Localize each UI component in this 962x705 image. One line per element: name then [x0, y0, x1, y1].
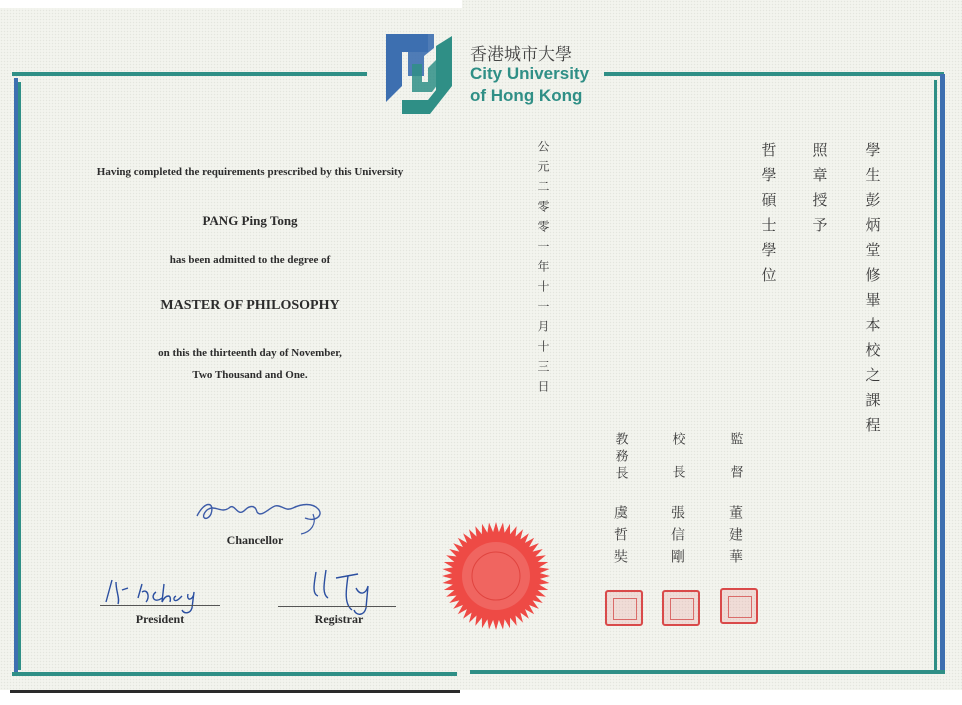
- president-signature-line: [100, 605, 220, 606]
- date-line-2: Two Thousand and One.: [192, 369, 308, 381]
- registrar-stamp-icon: [605, 590, 643, 626]
- logo-english-line2: of Hong Kong: [470, 86, 583, 105]
- chinese-date-column: [532, 140, 554, 400]
- official-seal-icon: [440, 520, 552, 632]
- registrar-cn-title: [609, 432, 631, 483]
- admitted-text: has been admitted to the degree of: [169, 254, 331, 266]
- registrar-signature-line: [278, 606, 396, 607]
- chinese-text-2: 照章授予: [810, 142, 829, 242]
- president-stamp-icon: [662, 590, 700, 626]
- right-inner-border: [934, 80, 937, 670]
- right-top-border: [604, 72, 944, 76]
- left-inner-border: [18, 82, 21, 670]
- chinese-column-2: [808, 142, 830, 242]
- president-cn-title: [666, 432, 688, 498]
- date-line-1: on this the thirteenth day of November,: [158, 347, 342, 359]
- left-top-border: [12, 72, 367, 76]
- president-label: President: [135, 612, 185, 626]
- graduate-name: PANG Ping Tong: [202, 213, 298, 228]
- left-bottom-border: [12, 672, 457, 676]
- chancellor-label: Chancellor: [226, 533, 284, 547]
- chancellor-signature-icon: [185, 488, 335, 538]
- logo-chinese-name: 香港城市大學: [470, 45, 572, 65]
- supervisor-title: [724, 432, 746, 498]
- chinese-column-1: [861, 142, 883, 442]
- registrar-cn-title-text: 教務長: [612, 432, 628, 483]
- registrar-cn-name: [609, 505, 631, 571]
- supervisor-name-text: 董建華: [727, 505, 743, 571]
- logo-english-line1: City University: [470, 64, 590, 83]
- registrar-label: Registrar: [314, 612, 364, 626]
- right-bottom-border: [470, 670, 945, 674]
- chinese-text-3: 哲學碩士學位: [759, 142, 778, 292]
- president-signature-icon: [98, 568, 228, 618]
- president-cn-title-text: 校長: [669, 432, 685, 498]
- registrar-signature-icon: [300, 560, 390, 620]
- right-side-border: [940, 74, 945, 674]
- chinese-date-text: 公元二零零一年十一月十三日: [536, 140, 550, 400]
- top-gap: [0, 0, 462, 8]
- president-cn-name: [666, 505, 688, 571]
- bottom-edge-line: [10, 690, 460, 693]
- degree-title: MASTER OF PHILOSOPHY: [160, 298, 340, 313]
- supervisor-name: [724, 505, 746, 571]
- university-logo-icon: [372, 26, 466, 122]
- president-cn-name-text: 張信剛: [669, 505, 685, 571]
- supervisor-stamp-icon: [720, 588, 758, 624]
- registrar-cn-name-text: 虞哲奘: [612, 505, 628, 571]
- chinese-text-1: 學生彭炳堂修畢本校之課程: [863, 142, 882, 442]
- supervisor-title-text: 監督: [727, 432, 743, 498]
- chinese-column-3: [757, 142, 779, 292]
- english-intro: Having completed the requirements prescribed by this University: [96, 166, 404, 178]
